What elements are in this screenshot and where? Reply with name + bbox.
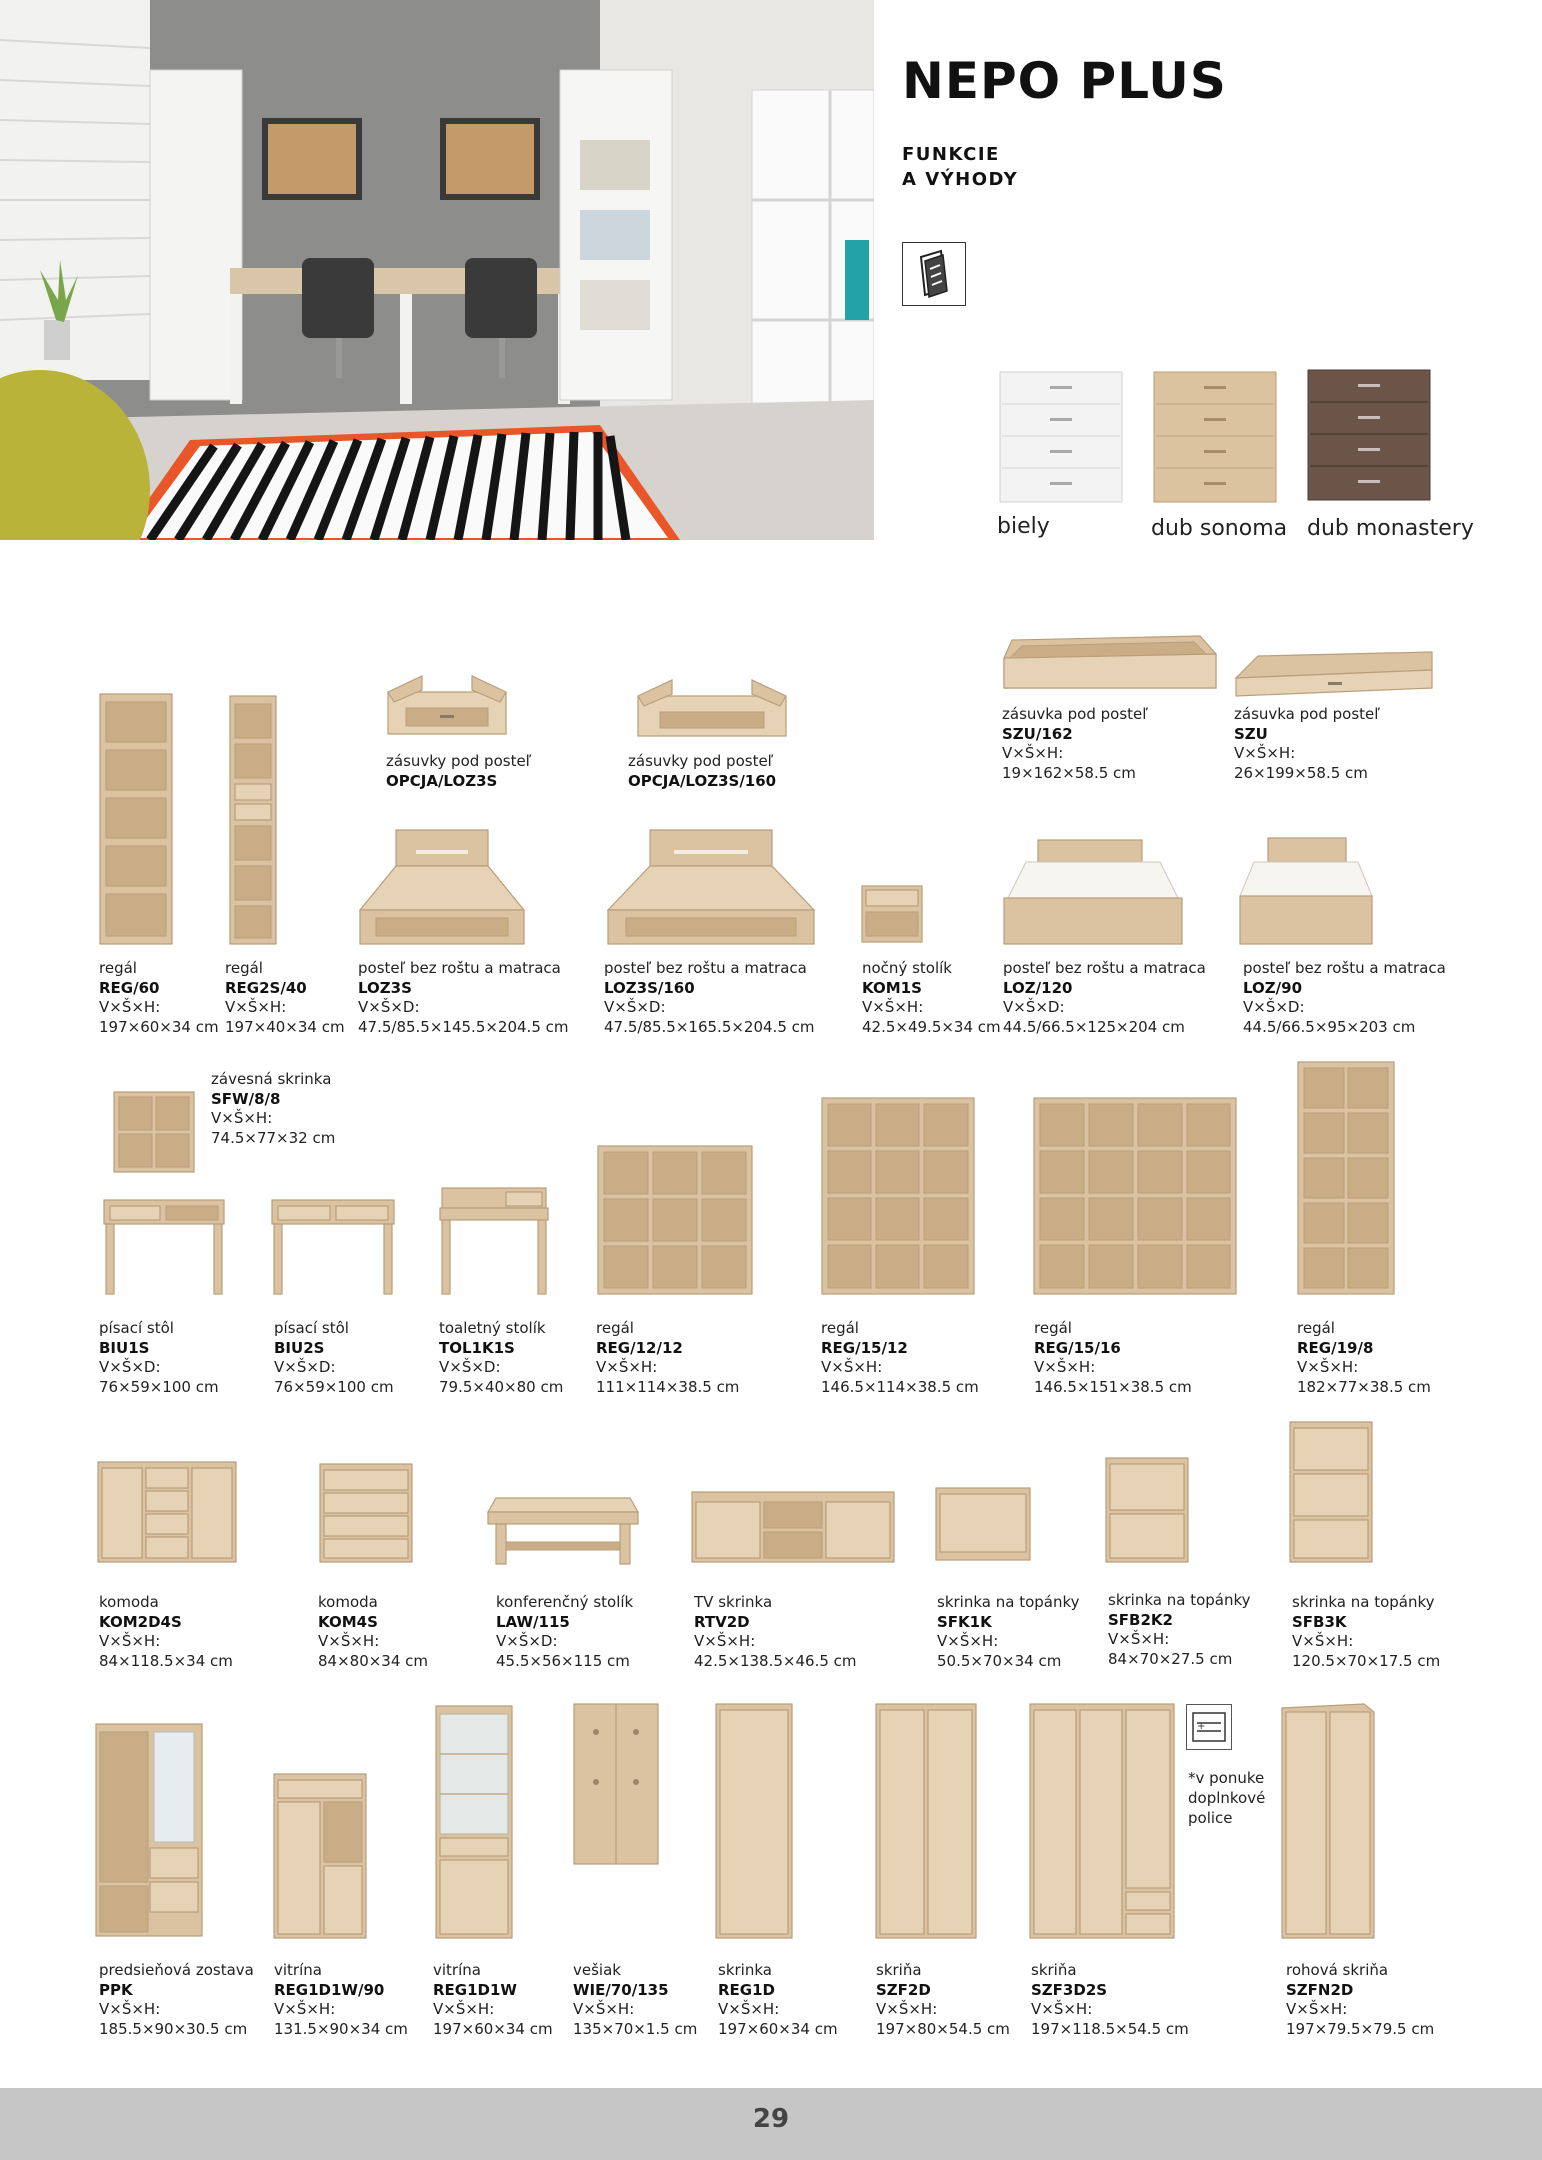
product-caption (99, 1593, 233, 1671)
product-dims-label: V×Š×D: (496, 1632, 558, 1650)
product-dims-label: V×Š×H: (211, 1109, 273, 1127)
product-dims-label: V×Š×H: (1286, 2000, 1348, 2018)
product-code: REG/15/12 (821, 1338, 908, 1357)
product-name: zásuvky pod posteľ (386, 752, 532, 770)
product-name: TV skrinka (694, 1593, 773, 1611)
product-name: skrinka na topánky (937, 1593, 1080, 1611)
product-code: RTV2D (694, 1612, 750, 1631)
product-image-szf2d (874, 1702, 978, 1940)
product-dims: 197×60×34 cm (433, 2019, 553, 2038)
product-image-rtv2d (690, 1490, 896, 1564)
product-code: LOZ/120 (1003, 978, 1073, 997)
extra-shelf-note (1188, 1768, 1265, 1828)
product-image-biu1s (102, 1198, 226, 1296)
product-code: KOM4S (318, 1612, 378, 1631)
features-heading-line1: FUNKCIE (902, 144, 1000, 165)
page-title: NEPO PLUS (902, 52, 1227, 110)
product-dims-label: V×Š×H: (1031, 2000, 1093, 2018)
product-image-szf3d2s (1028, 1702, 1176, 1940)
product-dims: 84×70×27.5 cm (1108, 1649, 1233, 1668)
product-name: vešiak (573, 1961, 621, 1979)
product-name: skrinka (718, 1961, 772, 1979)
product-dims-label: V×Š×H: (718, 2000, 780, 2018)
product-code: TOL1K1S (439, 1338, 515, 1357)
product-dims-label: V×Š×D: (604, 998, 666, 1016)
product-name: zásuvka pod posteľ (1002, 705, 1148, 723)
swatch-label-biely: biely (997, 514, 1050, 539)
product-name: nočný stolík (862, 959, 952, 977)
product-code: LOZ3S/160 (604, 978, 695, 997)
product-name: vitrína (274, 1961, 322, 1979)
product-code: SZFN2D (1286, 1980, 1354, 1999)
product-image-szfn2d (1280, 1702, 1376, 1940)
product-name: regál (99, 959, 137, 977)
product-caption (1034, 1319, 1192, 1397)
product-code: OPCJA/LOZ3S (386, 771, 498, 790)
product-caption (433, 1961, 553, 2039)
features-heading-line2: A VÝHODY (902, 169, 1019, 190)
product-caption (225, 959, 345, 1037)
product-code: WIE/70/135 (573, 1980, 669, 1999)
swatch-dub-sonoma (1152, 370, 1278, 508)
product-code: LOZ3S (358, 978, 412, 997)
extra-shelf-note-line3: police (1188, 1809, 1233, 1827)
product-code: SZU/162 (1002, 724, 1073, 743)
product-caption (386, 752, 531, 791)
product-image-sfb2k2 (1104, 1456, 1190, 1564)
product-caption (1286, 1961, 1434, 2039)
product-dims: 197×60×34 cm (718, 2019, 838, 2038)
product-caption (1243, 959, 1446, 1037)
product-caption (876, 1961, 1010, 2039)
product-name: regál (596, 1319, 634, 1337)
product-name: skriňa (876, 1961, 922, 1979)
product-code: SZF2D (876, 1980, 931, 1999)
extra-shelf-icon (1186, 1704, 1232, 1750)
product-dims-label: V×Š×H: (99, 1632, 161, 1650)
product-name: skriňa (1031, 1961, 1077, 1979)
product-caption (821, 1319, 979, 1397)
product-dims-label: V×Š×H: (1034, 1358, 1096, 1376)
product-image-biu2s (270, 1198, 396, 1296)
product-code: LAW/115 (496, 1612, 570, 1631)
product-code: REG/19/8 (1297, 1338, 1374, 1357)
product-caption (718, 1961, 838, 2039)
product-caption (496, 1593, 633, 1671)
svg-text:+: + (1197, 1721, 1206, 1732)
product-dims-label: V×Š×H: (1234, 744, 1296, 762)
product-name: závesná skrinka (211, 1070, 332, 1088)
product-code: SFW/8/8 (211, 1089, 281, 1108)
product-caption (274, 1319, 394, 1397)
product-dims-label: V×Š×H: (1297, 1358, 1359, 1376)
product-caption (628, 752, 776, 791)
product-dims: 185.5×90×30.5 cm (99, 2019, 248, 2038)
product-name: toaletný stolík (439, 1319, 546, 1337)
swatch-label-dub-monastery: dub monastery (1307, 516, 1474, 541)
product-image-reg-19-8 (1296, 1060, 1396, 1296)
product-code: REG1D1W (433, 1980, 517, 1999)
product-code: OPCJA/LOZ3S/160 (628, 771, 777, 790)
product-image-ppk (94, 1722, 204, 1940)
swatch-biely (998, 370, 1124, 508)
product-image-reg-15-16 (1032, 1096, 1238, 1296)
soft-close-drawer-icon (902, 242, 966, 306)
product-caption (862, 959, 1001, 1037)
product-dims-label: V×Š×D: (274, 1358, 336, 1376)
product-image-reg1d1w (434, 1704, 514, 1940)
product-caption (99, 1319, 219, 1397)
product-dims: 131.5×90×34 cm (274, 2019, 408, 2038)
product-name: zásuvky pod posteľ (628, 752, 774, 770)
product-caption (1234, 705, 1380, 783)
product-dims-label: V×Š×H: (99, 2000, 161, 2018)
product-dims-label: V×Š×H: (862, 998, 924, 1016)
product-image-opcja-loz3s-160 (632, 676, 792, 742)
product-image-tol1k1s (438, 1186, 550, 1296)
product-caption (99, 1961, 254, 2039)
product-dims-label: V×Š×H: (274, 2000, 336, 2018)
product-dims: 182×77×38.5 cm (1297, 1377, 1431, 1396)
product-dims-label: V×Š×H: (1292, 1632, 1354, 1650)
product-name: písací stôl (274, 1319, 349, 1337)
product-caption (274, 1961, 408, 2039)
product-name: regál (821, 1319, 859, 1337)
product-code: KOM2D4S (99, 1612, 182, 1631)
product-image-reg1d1w-90 (272, 1772, 368, 1940)
product-caption (1002, 705, 1148, 783)
product-dims-label: V×Š×H: (225, 998, 287, 1016)
swatch-dub-monastery (1306, 368, 1432, 506)
product-image-loz3s (356, 826, 528, 946)
product-caption (1292, 1593, 1440, 1671)
product-dims: 197×80×54.5 cm (876, 2019, 1010, 2038)
product-dims-label: V×Š×D: (99, 1358, 161, 1376)
product-image-szu-162 (1000, 632, 1220, 694)
product-caption (937, 1593, 1080, 1671)
product-code: SFB3K (1292, 1612, 1347, 1631)
product-dims: 45.5×56×115 cm (496, 1651, 630, 1670)
product-dims-label: V×Š×H: (596, 1358, 658, 1376)
product-image-reg2s-40 (228, 694, 278, 946)
product-image-wie-70-135 (572, 1702, 660, 1866)
product-caption (358, 959, 569, 1037)
product-name: písací stôl (99, 1319, 174, 1337)
product-caption (1031, 1961, 1189, 2039)
product-dims: 111×114×38.5 cm (596, 1377, 740, 1396)
product-name: regál (225, 959, 263, 977)
product-dims: 197×118.5×54.5 cm (1031, 2019, 1189, 2038)
product-dims-label: V×Š×H: (821, 1358, 883, 1376)
product-code: REG1D (718, 1980, 775, 1999)
product-name: vitrína (433, 1961, 481, 1979)
product-image-law-115 (486, 1494, 640, 1566)
product-caption (1297, 1319, 1431, 1397)
product-dims: 135×70×1.5 cm (573, 2019, 698, 2038)
product-dims: 79.5×40×80 cm (439, 1377, 564, 1396)
page-number: 29 (752, 2104, 790, 2134)
product-caption (573, 1961, 697, 2039)
product-caption (99, 959, 219, 1037)
product-dims-label: V×Š×D: (1243, 998, 1305, 1016)
product-image-sfk1k (934, 1486, 1032, 1562)
product-dims-label: V×Š×H: (433, 2000, 495, 2018)
product-code: REG2S/40 (225, 978, 307, 997)
product-caption (211, 1070, 335, 1148)
product-image-loz-90 (1236, 836, 1376, 946)
product-caption (604, 959, 815, 1037)
product-image-loz-120 (1000, 838, 1186, 946)
product-dims: 47.5/85.5×145.5×204.5 cm (358, 1017, 569, 1036)
product-caption (1108, 1591, 1251, 1669)
product-dims-label: V×Š×D: (1003, 998, 1065, 1016)
product-image-reg-12-12 (596, 1144, 754, 1296)
product-name: skrinka na topánky (1292, 1593, 1435, 1611)
product-dims: 76×59×100 cm (274, 1377, 394, 1396)
product-name: predsieňová zostava (99, 1961, 254, 1979)
product-code: REG/15/16 (1034, 1338, 1121, 1357)
product-code: SZU (1234, 724, 1268, 743)
product-caption (1003, 959, 1206, 1037)
extra-shelf-note-line1: *v ponuke (1188, 1769, 1265, 1787)
product-image-reg-60 (98, 692, 174, 946)
product-dims: 120.5×70×17.5 cm (1292, 1651, 1441, 1670)
product-image-kom4s (318, 1462, 414, 1564)
product-name: regál (1297, 1319, 1335, 1337)
product-dims: 19×162×58.5 cm (1002, 763, 1136, 782)
product-dims: 42.5×49.5×34 cm (862, 1017, 1001, 1036)
product-name: regál (1034, 1319, 1072, 1337)
product-dims: 26×199×58.5 cm (1234, 763, 1368, 782)
product-image-kom1s (860, 884, 924, 946)
product-dims: 146.5×114×38.5 cm (821, 1377, 979, 1396)
product-dims-label: V×Š×H: (99, 998, 161, 1016)
product-image-sfb3k (1288, 1420, 1374, 1564)
product-dims-label: V×Š×D: (358, 998, 420, 1016)
product-dims: 84×80×34 cm (318, 1651, 429, 1670)
swatch-label-dub-sonoma: dub sonoma (1151, 516, 1288, 541)
product-code: SFK1K (937, 1612, 992, 1631)
product-dims: 44.5/66.5×95×203 cm (1243, 1017, 1416, 1036)
product-dims: 44.5/66.5×125×204 cm (1003, 1017, 1185, 1036)
product-dims-label: V×Š×H: (876, 2000, 938, 2018)
product-code: SFB2K2 (1108, 1610, 1173, 1629)
product-code: SZF3D2S (1031, 1980, 1108, 1999)
product-name: posteľ bez roštu a matraca (604, 959, 807, 977)
product-code: REG/12/12 (596, 1338, 683, 1357)
product-code: BIU1S (99, 1338, 150, 1357)
product-name: skrinka na topánky (1108, 1591, 1251, 1609)
product-name: posteľ bez roštu a matraca (1243, 959, 1446, 977)
product-image-kom2d4s (96, 1460, 238, 1564)
product-image-reg1d (714, 1702, 794, 1940)
product-dims-label: V×Š×H: (694, 1632, 756, 1650)
product-name: zásuvka pod posteľ (1234, 705, 1380, 723)
product-image-szu (1232, 650, 1436, 700)
extra-shelf-note-line2: doplnkové (1188, 1789, 1266, 1807)
product-dims-label: V×Š×H: (573, 2000, 635, 2018)
product-name: posteľ bez roštu a matraca (1003, 959, 1206, 977)
product-dims: 146.5×151×38.5 cm (1034, 1377, 1192, 1396)
product-name: komoda (99, 1593, 159, 1611)
product-dims-label: V×Š×H: (937, 1632, 999, 1650)
product-name: posteľ bez roštu a matraca (358, 959, 561, 977)
product-dims: 42.5×138.5×46.5 cm (694, 1651, 857, 1670)
product-dims: 74.5×77×32 cm (211, 1128, 336, 1147)
product-dims-label: V×Š×H: (1002, 744, 1064, 762)
product-code: LOZ/90 (1243, 978, 1303, 997)
product-dims-label: V×Š×D: (439, 1358, 501, 1376)
product-image-reg-15-12 (820, 1096, 976, 1296)
product-code: KOM1S (862, 978, 922, 997)
features-heading (902, 142, 1018, 192)
product-caption (694, 1593, 857, 1671)
product-dims: 84×118.5×34 cm (99, 1651, 233, 1670)
product-dims: 197×60×34 cm (99, 1017, 219, 1036)
product-caption (318, 1593, 428, 1671)
product-dims: 197×40×34 cm (225, 1017, 345, 1036)
product-caption (596, 1319, 739, 1397)
product-code: PPK (99, 1980, 133, 1999)
product-image-sfw-8-8 (112, 1090, 196, 1174)
hero-room-photo (0, 0, 874, 540)
product-dims: 76×59×100 cm (99, 1377, 219, 1396)
product-image-loz3s-160 (604, 826, 818, 946)
product-name: komoda (318, 1593, 378, 1611)
product-name: konferenčný stolík (496, 1593, 634, 1611)
product-dims: 197×79.5×79.5 cm (1286, 2019, 1435, 2038)
product-caption (439, 1319, 563, 1397)
product-dims-label: V×Š×H: (1108, 1630, 1170, 1648)
product-code: REG/60 (99, 978, 160, 997)
product-code: REG1D1W/90 (274, 1980, 385, 1999)
product-image-opcja-loz3s (382, 672, 512, 740)
product-code: BIU2S (274, 1338, 325, 1357)
product-name: rohová skriňa (1286, 1961, 1389, 1979)
product-dims-label: V×Š×H: (318, 1632, 380, 1650)
product-dims: 47.5/85.5×165.5×204.5 cm (604, 1017, 815, 1036)
product-dims: 50.5×70×34 cm (937, 1651, 1062, 1670)
